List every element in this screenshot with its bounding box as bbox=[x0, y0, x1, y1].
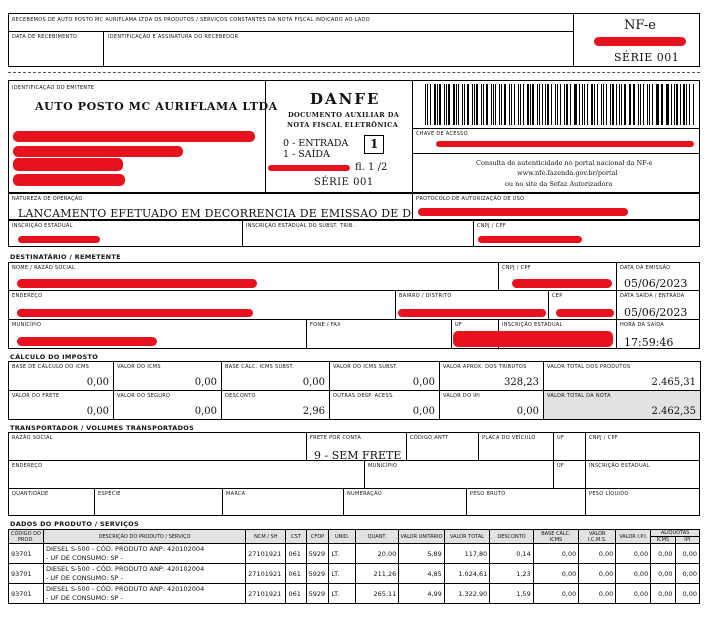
access-key-barcode bbox=[425, 84, 695, 125]
table-cell: 20,00 bbox=[355, 544, 398, 564]
imposto-label: VALOR DO SEGURO bbox=[117, 393, 171, 399]
col-codigo: CÓDIGO DO PROD. bbox=[9, 530, 44, 544]
table-cell: 0,00 bbox=[651, 544, 675, 564]
table-cell: 93701 bbox=[9, 544, 44, 564]
transportador-section: TRANSPORTADOR / VOLUMES TRANSPORTADOS bbox=[10, 424, 195, 432]
table-row bbox=[9, 584, 700, 604]
col-descricao: DESCRIÇÃO DO PRODUTO / SERVIÇO bbox=[43, 530, 245, 544]
imposto-cell bbox=[439, 361, 544, 391]
barcode-bar bbox=[547, 84, 549, 125]
col-aipi: IPI bbox=[675, 537, 699, 544]
transp-ie-label: INSCRIÇÃO ESTADUAL bbox=[589, 463, 650, 469]
barcode-bar bbox=[518, 84, 519, 125]
imposto-value: 0,00 bbox=[194, 377, 217, 388]
barcode-bar bbox=[574, 84, 575, 125]
barcode-bar bbox=[560, 84, 561, 125]
table-cell: 4,99 bbox=[399, 584, 445, 604]
barcode-bar bbox=[483, 84, 484, 125]
redaction bbox=[18, 236, 100, 243]
barcode-bar bbox=[511, 84, 512, 125]
barcode-bar bbox=[437, 84, 438, 125]
transp-numeracao-label: NUMERAÇÃO bbox=[347, 491, 382, 497]
emitente-name: AUTO POSTO MC AURIFLAMA LTDA bbox=[35, 100, 278, 113]
table-cell: 4,85 bbox=[399, 564, 445, 584]
transp-uf2-label: UF bbox=[557, 463, 565, 469]
transp-qtd-label: QUANTIDADE bbox=[12, 491, 49, 497]
barcode-bar bbox=[570, 84, 571, 125]
table-cell: 1.322,90 bbox=[444, 584, 490, 604]
table-cell: 265,11 bbox=[355, 584, 398, 604]
dest-hora: 17:59:46 bbox=[624, 336, 674, 349]
transp-frete: 9 - SEM FRETE bbox=[314, 449, 402, 462]
barcode-bar bbox=[462, 84, 463, 125]
table-cell: 0,00 bbox=[533, 564, 579, 584]
table-cell: LT. bbox=[329, 564, 355, 584]
table-cell: 0,00 bbox=[533, 544, 579, 564]
barcode-bar bbox=[640, 84, 641, 125]
table-cell: 27101921 bbox=[246, 564, 286, 584]
barcode-bar bbox=[495, 84, 496, 125]
imposto-value: 328,23 bbox=[504, 377, 539, 388]
barcode-bar bbox=[514, 84, 515, 125]
dest-nome-label: NOME / RAZÃO SOCIAL bbox=[12, 265, 75, 271]
barcode-bar bbox=[532, 84, 533, 125]
table-cell: 117,80 bbox=[444, 544, 490, 564]
barcode-bar bbox=[666, 84, 667, 125]
transp-liquido-label: PESO LÍQUIDO bbox=[589, 491, 629, 497]
table-cell: 5929 bbox=[306, 564, 329, 584]
table-cell: DIESEL S-500 - CÓD. PRODUTO ANP: 420102004 - UF DE CONSUMO: SP - bbox=[43, 564, 245, 584]
imposto-label: VALOR APROX. DOS TRIBUTOS bbox=[443, 364, 527, 370]
products-table bbox=[8, 529, 700, 604]
table-cell: LT. bbox=[329, 584, 355, 604]
imposto-value: 0,00 bbox=[516, 406, 539, 417]
imposto-cell bbox=[329, 390, 440, 420]
table-row bbox=[9, 544, 700, 564]
barcode-bar bbox=[434, 84, 436, 125]
dest-hora-label: HORA DA SAÍDA bbox=[620, 322, 664, 328]
barcode-bar bbox=[671, 84, 672, 125]
ie-label: INSCRIÇÃO ESTADUAL bbox=[12, 223, 73, 229]
table-cell: 5929 bbox=[306, 584, 329, 604]
table-cell: 5,89 bbox=[399, 544, 445, 564]
barcode-bar bbox=[657, 84, 659, 125]
barcode-bar bbox=[453, 84, 455, 125]
barcode-bar bbox=[491, 84, 492, 125]
redaction bbox=[13, 131, 255, 142]
barcode-bar bbox=[446, 84, 447, 125]
redaction bbox=[13, 158, 123, 171]
table-cell: 1,23 bbox=[490, 564, 533, 584]
barcode-bar bbox=[566, 84, 568, 125]
barcode-bar bbox=[603, 84, 604, 125]
imposto-label: VALOR DO ICMS SUBST. bbox=[333, 364, 398, 370]
dest-saida: 05/06/2023 bbox=[624, 306, 688, 319]
barcode-bar bbox=[643, 84, 644, 125]
danfe-saida: 1 - SAÍDA bbox=[283, 149, 330, 160]
dest-municipio-label: MUNICÍPIO bbox=[12, 322, 42, 328]
imposto-cell bbox=[221, 390, 330, 420]
barcode-bar bbox=[486, 84, 488, 125]
receipt-nfe: NF-e bbox=[624, 18, 656, 33]
imposto-cell bbox=[113, 390, 222, 420]
table-cell: 0,00 bbox=[616, 584, 651, 604]
barcode-bar bbox=[591, 84, 593, 125]
barcode-bar bbox=[545, 84, 546, 125]
table-cell: 0,00 bbox=[675, 564, 699, 584]
imposto-label: DESCONTO bbox=[225, 393, 256, 399]
barcode-bar bbox=[686, 84, 687, 125]
table-cell: 1,59 bbox=[490, 584, 533, 604]
table-cell: 27101921 bbox=[246, 544, 286, 564]
barcode-bar bbox=[630, 84, 631, 125]
table-cell: 0,00 bbox=[675, 584, 699, 604]
redaction bbox=[512, 279, 612, 288]
table-cell: 5929 bbox=[306, 544, 329, 564]
produtos-section: DADOS DO PRODUTO / SERVIÇOS bbox=[10, 520, 139, 528]
imposto-label: VALOR TOTAL DA NOTA bbox=[547, 393, 611, 399]
imposto-value: 0,00 bbox=[194, 406, 217, 417]
barcode-bar bbox=[458, 84, 459, 125]
cut-line bbox=[8, 72, 700, 73]
barcode-bar bbox=[661, 84, 662, 125]
transp-antt-label: CÓDIGO ANTT bbox=[410, 435, 449, 441]
table-cell: 061 bbox=[286, 564, 306, 584]
table-cell: 0,00 bbox=[651, 584, 675, 604]
transp-endereco-label: ENDEREÇO bbox=[12, 463, 43, 469]
table-cell: LT. bbox=[329, 544, 355, 564]
protocolo-label: PROTOCOLO DE AUTORIZAÇÃO DE USO bbox=[416, 196, 525, 202]
transportador-block bbox=[8, 432, 700, 516]
redaction bbox=[398, 309, 546, 317]
barcode-bar bbox=[610, 84, 611, 125]
col-unid: UNID. bbox=[329, 530, 355, 544]
receipt-serie: SÉRIE 001 bbox=[614, 51, 680, 64]
transp-marca-label: MARCA bbox=[226, 491, 246, 497]
redaction bbox=[453, 331, 613, 347]
imposto-cell bbox=[8, 390, 114, 420]
transp-bruto-label: PESO BRUTO bbox=[470, 491, 506, 497]
barcode-bar bbox=[501, 84, 502, 125]
redaction bbox=[17, 279, 257, 288]
transp-uf-label: UF bbox=[557, 435, 565, 441]
col-bc: BASE CÁLC. ICMS bbox=[533, 530, 579, 544]
imposto-value: 0,00 bbox=[302, 377, 325, 388]
destinatario-section: DESTINATÁRIO / REMETENTE bbox=[10, 253, 121, 261]
barcode-bar bbox=[584, 84, 585, 125]
barcode-bar bbox=[647, 84, 648, 125]
transp-frete-label: FRETE POR CONTA bbox=[310, 435, 362, 441]
barcode-bar bbox=[676, 84, 677, 125]
transp-municipio-label: MUNICÍPIO bbox=[368, 463, 398, 469]
table-cell: 0,00 bbox=[616, 544, 651, 564]
table-cell: 061 bbox=[286, 584, 306, 604]
natureza-value: LANCAMENTO EFETUADO EM DECORRENCIA DE EMISSAO DE D bbox=[18, 207, 412, 220]
imposto-cell bbox=[543, 390, 701, 420]
barcode-bar bbox=[649, 84, 650, 125]
col-cst: CST bbox=[286, 530, 306, 544]
imposto-cell bbox=[221, 361, 330, 391]
barcode-bar bbox=[542, 84, 543, 125]
col-vicms: VALOR I.C.M.S. bbox=[579, 530, 616, 544]
barcode-bar bbox=[527, 84, 529, 125]
barcode-bar bbox=[427, 84, 428, 125]
natureza-label: NATUREZA DE OPERAÇÃO bbox=[12, 196, 83, 202]
col-ncm: NCM / SH bbox=[246, 530, 286, 544]
redaction bbox=[13, 146, 183, 157]
barcode-bar bbox=[575, 84, 576, 125]
barcode-bar bbox=[530, 84, 531, 125]
barcode-bar bbox=[656, 84, 657, 125]
table-cell: 211,26 bbox=[355, 564, 398, 584]
table-cell: 0,00 bbox=[651, 564, 675, 584]
barcode-bar bbox=[444, 84, 445, 125]
barcode-bar bbox=[629, 84, 630, 125]
dest-emissao-label: DATA DA EMISSÃO bbox=[620, 265, 671, 271]
barcode-bar bbox=[693, 84, 694, 125]
table-cell: 0,00 bbox=[579, 544, 616, 564]
col-aliq: ALÍQUOTAS bbox=[651, 530, 700, 537]
chave-consulta1: Consulta de autenticidade no portal nacional da NF-e bbox=[476, 159, 653, 167]
danfe-sub1: DOCUMENTO AUXILIAR DA bbox=[288, 111, 400, 119]
table-cell: DIESEL S-500 - CÓD. PRODUTO ANP: 420102004 - UF DE CONSUMO: SP - bbox=[43, 584, 245, 604]
danfe-folha: fl. 1 /2 bbox=[355, 162, 388, 173]
imposto-cell bbox=[113, 361, 222, 391]
dest-ie-label: INSCRIÇÃO ESTADUAL bbox=[502, 322, 563, 328]
receipt-note: RECEBEMOS DE AUTO POSTO MC AURIFLAMA LTDA OS PRODUTOS / SERVIÇOS CONSTANTES DA NOTA FISCAL INDICADO AO LADO bbox=[12, 17, 370, 23]
barcode-bar bbox=[551, 84, 552, 125]
barcode-bar bbox=[474, 84, 475, 125]
transp-placa-label: PLACA DO VEÍCULO bbox=[482, 435, 536, 441]
barcode-bar bbox=[689, 84, 690, 125]
barcode-bar bbox=[520, 84, 521, 125]
imposto-value: 0,00 bbox=[86, 377, 109, 388]
col-desconto: DESCONTO bbox=[490, 530, 533, 544]
barcode-bar bbox=[579, 84, 580, 125]
col-quant: QUANT. bbox=[355, 530, 398, 544]
barcode-bar bbox=[582, 84, 583, 125]
danfe-entrada: 0 - ENTRADA bbox=[283, 138, 349, 149]
barcode-bar bbox=[467, 84, 469, 125]
redaction bbox=[594, 37, 686, 46]
barcode-bar bbox=[481, 84, 482, 125]
barcode-bar bbox=[601, 84, 602, 125]
dest-cep-label: CEP bbox=[552, 293, 563, 299]
danfe-serie: SÉRIE 001 bbox=[314, 177, 374, 188]
barcode-bar bbox=[652, 84, 653, 125]
imposto-cell bbox=[439, 390, 544, 420]
redaction bbox=[478, 236, 582, 243]
transp-cnpj-label: CNPJ / CPF bbox=[589, 435, 618, 441]
table-cell: 93701 bbox=[9, 584, 44, 604]
table-cell: 0,00 bbox=[579, 564, 616, 584]
barcode-bar bbox=[509, 84, 510, 125]
redaction bbox=[436, 141, 694, 147]
danfe-title: DANFE bbox=[310, 90, 381, 108]
table-cell: 0,00 bbox=[616, 564, 651, 584]
barcode-bar bbox=[680, 84, 681, 125]
dest-endereco-label: ENDEREÇO bbox=[12, 293, 43, 299]
barcode-bar bbox=[557, 84, 558, 125]
col-vtotal: VALOR TOTAL bbox=[444, 530, 490, 544]
imposto-cell bbox=[329, 361, 440, 391]
dest-emissao: 05/06/2023 bbox=[624, 277, 688, 290]
imposto-label: VALOR DO IPI bbox=[443, 393, 481, 399]
barcode-bar bbox=[555, 84, 556, 125]
danfe-sub2: NOTA FISCAL ELETRÔNICA bbox=[287, 121, 399, 129]
barcode-bar bbox=[683, 84, 685, 125]
transp-razao-label: RAZÃO SOCIAL bbox=[12, 435, 53, 441]
imposto-value: 0,00 bbox=[412, 406, 435, 417]
barcode-bar bbox=[430, 84, 431, 125]
table-cell: 27101921 bbox=[246, 584, 286, 604]
col-cfop: CFOP bbox=[306, 530, 329, 544]
barcode-bar bbox=[464, 84, 465, 125]
barcode-bar bbox=[504, 84, 506, 125]
receipt-date-label: DATA DE RECEBIMENTO bbox=[12, 34, 78, 40]
table-cell: 061 bbox=[286, 544, 306, 564]
imposto-value: 0,00 bbox=[412, 377, 435, 388]
imposto-label: BASE DE CÁLCULO DO ICMS bbox=[12, 364, 90, 370]
dest-cnpj-label: CNPJ / CPF bbox=[502, 265, 531, 271]
table-cell: 1.024,61 bbox=[444, 564, 490, 584]
col-aicms: ICMS bbox=[651, 537, 675, 544]
table-cell: DIESEL S-500 - CÓD. PRODUTO ANP: 420102004 - UF DE CONSUMO: SP - bbox=[43, 544, 245, 564]
imposto-grid bbox=[8, 361, 700, 419]
transp-especie-label: ESPÉCIE bbox=[98, 491, 121, 497]
barcode-bar bbox=[539, 84, 540, 125]
barcode-bar bbox=[621, 84, 622, 125]
redaction bbox=[556, 309, 614, 317]
receipt-sign-label: IDENTIFICAÇÃO E ASSINATURA DO RECEBEDOR bbox=[108, 34, 239, 40]
table-cell: 0,00 bbox=[675, 544, 699, 564]
imposto-value: 2.465,31 bbox=[651, 377, 696, 388]
table-cell: 0,14 bbox=[490, 544, 533, 564]
barcode-bar bbox=[616, 84, 617, 125]
redaction bbox=[268, 165, 350, 171]
barcode-bar bbox=[619, 84, 620, 125]
barcode-bar bbox=[674, 84, 675, 125]
barcode-bar bbox=[633, 84, 635, 125]
barcode-bar bbox=[564, 84, 565, 125]
imposto-cell bbox=[8, 361, 114, 391]
dest-bairro-label: BAIRRO / DISTRITO bbox=[399, 293, 452, 299]
danfe-tipo: 1 bbox=[370, 137, 379, 151]
barcode-bar bbox=[523, 84, 524, 125]
dest-uf-label: UF bbox=[455, 322, 463, 328]
redaction bbox=[17, 337, 157, 346]
imposto-value: 2,96 bbox=[302, 406, 325, 417]
barcode-bar bbox=[456, 84, 457, 125]
ie-st-label: INSCRIÇÃO ESTADUAL DO SUBST. TRIB. bbox=[246, 223, 355, 229]
barcode-bar bbox=[624, 84, 625, 125]
chave-consulta3: ou no site da Sefaz Autorizadora bbox=[505, 180, 613, 188]
barcode-bar bbox=[537, 84, 538, 125]
barcode-bar bbox=[667, 84, 668, 125]
table-cell: 0,00 bbox=[533, 584, 579, 604]
barcode-bar bbox=[594, 84, 595, 125]
emitente-label: IDENTIFICAÇÃO DO EMITENTE bbox=[12, 85, 95, 91]
col-vipi: VALOR I.P.I. bbox=[616, 530, 651, 544]
imposto-cell bbox=[543, 361, 701, 391]
chave-label: CHAVE DE ACESSO bbox=[416, 131, 468, 137]
barcode-bar bbox=[612, 84, 614, 125]
barcode-bar bbox=[425, 84, 426, 125]
barcode-bar bbox=[638, 84, 639, 125]
barcode-bar bbox=[476, 84, 477, 125]
col-vunit: VALOR UNITÁRIO bbox=[399, 530, 445, 544]
redaction bbox=[17, 309, 253, 317]
redaction bbox=[418, 208, 628, 216]
barcode-bar bbox=[499, 84, 500, 125]
barcode-bar bbox=[448, 84, 449, 125]
imposto-label: OUTRAS DESP. ACESS. bbox=[333, 393, 395, 399]
table-row bbox=[9, 564, 700, 584]
table-cell: 93701 bbox=[9, 564, 44, 584]
imposto-label: VALOR DO ICMS bbox=[117, 364, 161, 370]
imposto-value: 2.462,35 bbox=[651, 406, 696, 417]
chave-consulta2: www.nfe.fazenda.gov.br/portal bbox=[517, 169, 618, 177]
barcode-bar bbox=[439, 84, 440, 125]
barcode-bar bbox=[587, 84, 588, 125]
barcode-bar bbox=[472, 84, 473, 125]
imposto-label: VALOR DO FRETE bbox=[12, 393, 60, 399]
dest-saida-label: DATA SAÍDA / ENTRADA bbox=[620, 293, 685, 299]
barcode-bar bbox=[606, 84, 607, 125]
table-cell: 0,00 bbox=[579, 584, 616, 604]
barcode-bar bbox=[597, 84, 598, 125]
imposto-label: BASE CÁLC. ICMS SUBST. bbox=[225, 364, 295, 370]
barcode-bar bbox=[493, 84, 494, 125]
cnpj-label: CNPJ / CPF bbox=[477, 223, 506, 229]
imposto-label: VALOR TOTAL DOS PRODUTOS bbox=[547, 364, 631, 370]
dest-fone-label: FONE / FAX bbox=[310, 322, 341, 328]
redaction bbox=[13, 174, 125, 186]
imposto-section: CÁLCULO DO IMPOSTO bbox=[10, 353, 99, 361]
imposto-value: 0,00 bbox=[86, 406, 109, 417]
